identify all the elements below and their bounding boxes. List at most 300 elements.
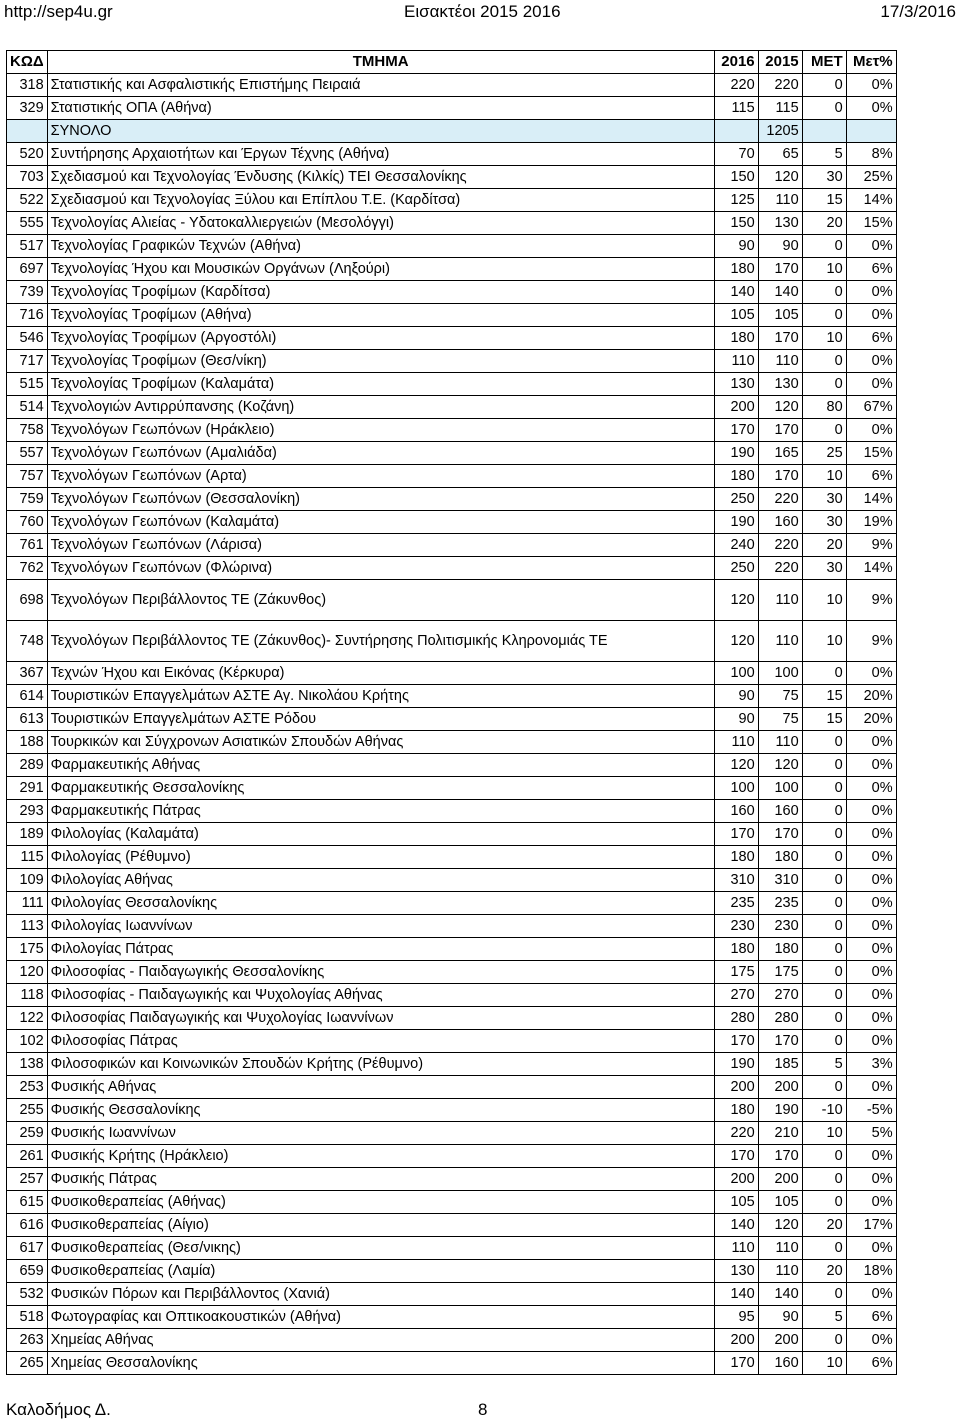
cell-2016: 140 <box>714 1214 758 1237</box>
cell-code: 757 <box>7 465 48 488</box>
table-row <box>7 304 897 327</box>
cell-2015: 110 <box>758 1237 802 1260</box>
cell-diff: 15 <box>802 685 846 708</box>
cell-pct: 9% <box>846 580 896 621</box>
cell-2016: 110 <box>714 350 758 373</box>
cell-diff: 0 <box>802 731 846 754</box>
cell-diff: 0 <box>802 1168 846 1191</box>
cell-diff: 0 <box>802 281 846 304</box>
cell-dept: Τεχνολογίας Αλιείας - Υδατοκαλλιεργειών (Μεσολόγγι) <box>47 212 714 235</box>
cell-diff: 10 <box>802 1352 846 1375</box>
cell-2016: 310 <box>714 869 758 892</box>
table-row <box>7 869 897 892</box>
col-code-header: ΚΩΔ <box>7 51 48 74</box>
cell-2015: 220 <box>758 488 802 511</box>
cell-2015: 160 <box>758 511 802 534</box>
cell-dept: Φαρμακευτικής Θεσσαλονίκης <box>47 777 714 800</box>
page-number: 8 <box>478 1400 488 1419</box>
cell-2015: 105 <box>758 1191 802 1214</box>
table-row <box>7 212 897 235</box>
cell-pct: 6% <box>846 465 896 488</box>
cell-2016: 190 <box>714 511 758 534</box>
cell-diff: 0 <box>802 777 846 800</box>
cell-code: 189 <box>7 823 48 846</box>
table-row <box>7 74 897 97</box>
cell-dept: Φυσικών Πόρων και Περιβάλλοντος (Χανιά) <box>47 1283 714 1306</box>
cell-dept: Τεχνολόγων Γεωπόνων (Θεσσαλονίκη) <box>47 488 714 511</box>
cell-dept: Φυσικοθεραπείας (Αίγιο) <box>47 1214 714 1237</box>
cell-2015: 160 <box>758 1352 802 1375</box>
cell-2015: 170 <box>758 1145 802 1168</box>
cell-2016: 180 <box>714 938 758 961</box>
cell-dept: Φιλοσοφίας - Παιδαγωγικής και Ψυχολογίας Αθήνας <box>47 984 714 1007</box>
cell-pct: 0% <box>846 350 896 373</box>
cell-dept: Φυσικοθεραπείας (Λαμία) <box>47 1260 714 1283</box>
cell-dept: Φιλολογίας (Ρέθυμνο) <box>47 846 714 869</box>
cell-2016: 235 <box>714 892 758 915</box>
cell-dept: Φυσικής Πάτρας <box>47 1168 714 1191</box>
table-row <box>7 258 897 281</box>
cell-2015: 130 <box>758 212 802 235</box>
cell-2016: 100 <box>714 777 758 800</box>
cell-code: 703 <box>7 166 48 189</box>
cell-code: 522 <box>7 189 48 212</box>
table-row <box>7 557 897 580</box>
cell-2016: 150 <box>714 166 758 189</box>
cell-diff: 10 <box>802 258 846 281</box>
cell-2016: 90 <box>714 235 758 258</box>
cell-dept: Τεχνολογίας Τροφίμων (Καρδίτσα) <box>47 281 714 304</box>
table-row <box>7 961 897 984</box>
table-row <box>7 777 897 800</box>
cell-2016: 105 <box>714 1191 758 1214</box>
cell-2015: 170 <box>758 1030 802 1053</box>
table-row <box>7 327 897 350</box>
cell-pct: 0% <box>846 892 896 915</box>
cell-pct: 0% <box>846 846 896 869</box>
table-row <box>7 621 897 662</box>
cell-code: 263 <box>7 1329 48 1352</box>
cell-2015: 110 <box>758 1260 802 1283</box>
col-2015-header: 2015 <box>758 51 802 74</box>
cell-dept: Τεχνών Ήχου και Εικόνας (Κέρκυρα) <box>47 662 714 685</box>
cell-dept: Τεχνολόγων Περιβάλλοντος ΤΕ (Ζάκυνθος) <box>47 580 714 621</box>
total-row <box>7 120 897 143</box>
cell-2016: 170 <box>714 823 758 846</box>
cell-2015: 180 <box>758 846 802 869</box>
cell-2016: 190 <box>714 442 758 465</box>
cell-2015: 160 <box>758 800 802 823</box>
cell-code: 617 <box>7 1237 48 1260</box>
cell-code: 748 <box>7 621 48 662</box>
cell-2016: 110 <box>714 1237 758 1260</box>
cell-2015: 75 <box>758 708 802 731</box>
cell-pct: 20% <box>846 708 896 731</box>
cell-dept: ΣΥΝΟΛΟ <box>47 120 714 143</box>
cell-code: 697 <box>7 258 48 281</box>
cell-diff: 0 <box>802 350 846 373</box>
cell-code: 113 <box>7 915 48 938</box>
cell-dept: Τεχνολόγων Περιβάλλοντος ΤΕ (Ζάκυνθος)- Συντήρησης Πολιτισμικής Κληρονομιάς ΤΕ <box>47 621 714 662</box>
cell-diff: 30 <box>802 166 846 189</box>
cell-2015: 120 <box>758 166 802 189</box>
cell-2016: 220 <box>714 1122 758 1145</box>
cell-diff: 0 <box>802 1237 846 1260</box>
cell-dept: Φιλολογίας Πάτρας <box>47 938 714 961</box>
cell-dept: Φιλολογίας Ιωαννίνων <box>47 915 714 938</box>
cell-2016: 200 <box>714 1168 758 1191</box>
cell-2015: 75 <box>758 685 802 708</box>
cell-dept: Τεχνολογίας Γραφικών Τεχνών (Αθήνα) <box>47 235 714 258</box>
cell-dept: Στατιστικής ΟΠΑ (Αθήνα) <box>47 97 714 120</box>
cell-2016: 100 <box>714 662 758 685</box>
cell-diff: 0 <box>802 938 846 961</box>
cell-pct: 5% <box>846 1122 896 1145</box>
cell-pct: 0% <box>846 97 896 120</box>
cell-dept: Τουριστικών Επαγγελμάτων ΑΣΤΕ Αγ. Νικολάου Κρήτης <box>47 685 714 708</box>
cell-dept: Φυσικοθεραπείας (Θεσ/νικης) <box>47 1237 714 1260</box>
cell-code: 518 <box>7 1306 48 1329</box>
cell-2016: 125 <box>714 189 758 212</box>
cell-diff: 10 <box>802 465 846 488</box>
cell-2015: 90 <box>758 235 802 258</box>
cell-2015: 175 <box>758 961 802 984</box>
cell-diff: 10 <box>802 327 846 350</box>
cell-2016: 250 <box>714 557 758 580</box>
cell-pct: 0% <box>846 1191 896 1214</box>
cell-dept: Φιλολογίας Αθήνας <box>47 869 714 892</box>
cell-diff: 0 <box>802 754 846 777</box>
cell-dept: Τεχνολογιών Αντιρρύπανσης (Κοζάνη) <box>47 396 714 419</box>
cell-pct: 15% <box>846 442 896 465</box>
cell-2015: 220 <box>758 557 802 580</box>
cell-diff: 10 <box>802 621 846 662</box>
cell-2015: 120 <box>758 754 802 777</box>
cell-2015: 110 <box>758 731 802 754</box>
cell-pct: 6% <box>846 258 896 281</box>
table-row <box>7 892 897 915</box>
cell-pct: 25% <box>846 166 896 189</box>
cell-diff: 0 <box>802 1030 846 1053</box>
cell-2016: 160 <box>714 800 758 823</box>
cell-code: 120 <box>7 961 48 984</box>
cell-pct: 15% <box>846 212 896 235</box>
cell-2015: 130 <box>758 373 802 396</box>
table-row <box>7 97 897 120</box>
cell-2015: 200 <box>758 1329 802 1352</box>
cell-pct: 0% <box>846 662 896 685</box>
cell-diff: -10 <box>802 1099 846 1122</box>
table-row <box>7 1306 897 1329</box>
table-row <box>7 1076 897 1099</box>
table-row <box>7 823 897 846</box>
cell-pct: 0% <box>846 235 896 258</box>
cell-diff: 0 <box>802 984 846 1007</box>
cell-2016: 130 <box>714 1260 758 1283</box>
cell-code: 175 <box>7 938 48 961</box>
cell-2016: 220 <box>714 74 758 97</box>
table-row <box>7 800 897 823</box>
table-row <box>7 1191 897 1214</box>
cell-diff: 30 <box>802 488 846 511</box>
cell-pct: 6% <box>846 1352 896 1375</box>
cell-pct: 0% <box>846 1283 896 1306</box>
table-row <box>7 846 897 869</box>
table-row <box>7 754 897 777</box>
table-row <box>7 938 897 961</box>
cell-2016: 170 <box>714 1030 758 1053</box>
cell-pct: 0% <box>846 823 896 846</box>
table-row <box>7 915 897 938</box>
site-url: http://sep4u.gr <box>4 2 113 21</box>
cell-code: 109 <box>7 869 48 892</box>
cell-2015: 270 <box>758 984 802 1007</box>
cell-dept: Στατιστικής και Ασφαλιστικής Επιστήμης Πειραιά <box>47 74 714 97</box>
cell-2015: 230 <box>758 915 802 938</box>
col-diff-header: ΜΕΤ <box>802 51 846 74</box>
cell-dept: Φαρμακευτικής Πάτρας <box>47 800 714 823</box>
cell-diff: 20 <box>802 212 846 235</box>
cell-2015: 185 <box>758 1053 802 1076</box>
cell-dept: Φιλοσοφίας - Παιδαγωγικής Θεσσαλονίκης <box>47 961 714 984</box>
cell-2016: 280 <box>714 1007 758 1030</box>
cell-diff: 10 <box>802 580 846 621</box>
cell-pct: 0% <box>846 1145 896 1168</box>
cell-2015: 190 <box>758 1099 802 1122</box>
cell-diff: 20 <box>802 1260 846 1283</box>
cell-dept: Τουρκικών και Σύγχρονων Ασιατικών Σπουδών Αθήνας <box>47 731 714 754</box>
cell-code: 557 <box>7 442 48 465</box>
cell-2015: 310 <box>758 869 802 892</box>
cell-dept: Χημείας Θεσσαλονίκης <box>47 1352 714 1375</box>
cell-code: 514 <box>7 396 48 419</box>
cell-2016: 140 <box>714 1283 758 1306</box>
cell-diff: 0 <box>802 1007 846 1030</box>
table-row <box>7 662 897 685</box>
cell-dept: Τεχνολόγων Γεωπόνων (Καλαμάτα) <box>47 511 714 534</box>
cell-code: 716 <box>7 304 48 327</box>
table-row <box>7 1352 897 1375</box>
cell-pct: 3% <box>846 1053 896 1076</box>
cell-code: 265 <box>7 1352 48 1375</box>
table-row <box>7 396 897 419</box>
cell-code: 758 <box>7 419 48 442</box>
table-row <box>7 1122 897 1145</box>
cell-2015: 110 <box>758 189 802 212</box>
cell-pct: 18% <box>846 1260 896 1283</box>
cell-pct: 17% <box>846 1214 896 1237</box>
cell-2016: 180 <box>714 258 758 281</box>
cell-code: 614 <box>7 685 48 708</box>
cell-code: 367 <box>7 662 48 685</box>
cell-pct: 0% <box>846 1168 896 1191</box>
cell-dept: Τεχνολογίας Τροφίμων (Αργοστόλι) <box>47 327 714 350</box>
cell-2015: 235 <box>758 892 802 915</box>
cell-2016: 200 <box>714 1076 758 1099</box>
cell-2015: 140 <box>758 281 802 304</box>
cell-2016: 120 <box>714 754 758 777</box>
cell-2016: 170 <box>714 1352 758 1375</box>
table-header-row <box>7 51 897 74</box>
cell-diff: 15 <box>802 708 846 731</box>
cell-2016: 180 <box>714 465 758 488</box>
cell-dept: Τεχνολόγων Γεωπόνων (Φλώρινα) <box>47 557 714 580</box>
cell-dept: Φυσικής Ιωαννίνων <box>47 1122 714 1145</box>
cell-dept: Τεχνολογίας Ήχου και Μουσικών Οργάνων (Ληξούρι) <box>47 258 714 281</box>
cell-diff: 0 <box>802 97 846 120</box>
cell-diff: 5 <box>802 143 846 166</box>
cell-code: 318 <box>7 74 48 97</box>
cell-2016 <box>714 120 758 143</box>
cell-diff: 15 <box>802 189 846 212</box>
cell-dept: Τεχνολόγων Γεωπόνων (Λάρισα) <box>47 534 714 557</box>
document-title: Εισακτέοι 2015 2016 <box>404 2 561 21</box>
cell-2015: 100 <box>758 662 802 685</box>
cell-diff: 0 <box>802 823 846 846</box>
table-row <box>7 511 897 534</box>
cell-diff: 0 <box>802 869 846 892</box>
cell-code: 115 <box>7 846 48 869</box>
table-row <box>7 1168 897 1191</box>
cell-2015: 110 <box>758 580 802 621</box>
cell-2015: 120 <box>758 1214 802 1237</box>
cell-2015: 170 <box>758 419 802 442</box>
cell-2015: 170 <box>758 465 802 488</box>
cell-pct: 20% <box>846 685 896 708</box>
table-row <box>7 1214 897 1237</box>
col-2016-header: 2016 <box>714 51 758 74</box>
col-pct-header: Μετ% <box>846 51 896 74</box>
cell-2016: 270 <box>714 984 758 1007</box>
table-row <box>7 1329 897 1352</box>
cell-code: 289 <box>7 754 48 777</box>
cell-code: 138 <box>7 1053 48 1076</box>
cell-diff: 0 <box>802 74 846 97</box>
table-body <box>7 74 897 1375</box>
cell-2015: 280 <box>758 1007 802 1030</box>
table-row <box>7 1145 897 1168</box>
cell-pct: 0% <box>846 74 896 97</box>
table-row <box>7 442 897 465</box>
cell-dept: Φιλοσοφικών και Κοινωνικών Σπουδών Κρήτης (Ρέθυμνο) <box>47 1053 714 1076</box>
cell-diff: 0 <box>802 419 846 442</box>
table-row <box>7 534 897 557</box>
cell-code: 761 <box>7 534 48 557</box>
cell-pct: 0% <box>846 869 896 892</box>
cell-diff: 0 <box>802 304 846 327</box>
cell-2016: 200 <box>714 396 758 419</box>
cell-2015: 180 <box>758 938 802 961</box>
cell-dept: Τεχνολόγων Γεωπόνων (Ηράκλειο) <box>47 419 714 442</box>
cell-2016: 230 <box>714 915 758 938</box>
cell-code: 698 <box>7 580 48 621</box>
cell-diff: 0 <box>802 373 846 396</box>
table-row <box>7 685 897 708</box>
cell-2015: 220 <box>758 534 802 557</box>
table-row <box>7 235 897 258</box>
cell-pct: 9% <box>846 534 896 557</box>
cell-diff: 0 <box>802 235 846 258</box>
cell-pct: 0% <box>846 1329 896 1352</box>
cell-code: 293 <box>7 800 48 823</box>
cell-2016: 180 <box>714 327 758 350</box>
cell-2015: 140 <box>758 1283 802 1306</box>
cell-pct: 0% <box>846 961 896 984</box>
cell-dept: Τεχνολογίας Τροφίμων (Αθήνα) <box>47 304 714 327</box>
table-row <box>7 143 897 166</box>
cell-diff: 0 <box>802 961 846 984</box>
cell-code: 122 <box>7 1007 48 1030</box>
cell-2016: 110 <box>714 731 758 754</box>
cell-2016: 95 <box>714 1306 758 1329</box>
cell-pct: 0% <box>846 754 896 777</box>
cell-2016: 90 <box>714 708 758 731</box>
admissions-table <box>6 50 897 1375</box>
cell-diff: 0 <box>802 846 846 869</box>
cell-code: 520 <box>7 143 48 166</box>
cell-diff: 0 <box>802 1283 846 1306</box>
cell-dept: Φυσικής Αθήνας <box>47 1076 714 1099</box>
cell-2015: 65 <box>758 143 802 166</box>
cell-pct <box>846 120 896 143</box>
cell-diff: 0 <box>802 915 846 938</box>
cell-diff: 20 <box>802 534 846 557</box>
cell-2015: 90 <box>758 1306 802 1329</box>
cell-dept: Φωτογραφίας και Οπτικοακουστικών (Αθήνα) <box>47 1306 714 1329</box>
cell-2016: 170 <box>714 1145 758 1168</box>
cell-code: 257 <box>7 1168 48 1191</box>
cell-2016: 175 <box>714 961 758 984</box>
cell-2015: 210 <box>758 1122 802 1145</box>
cell-2016: 130 <box>714 373 758 396</box>
cell-pct: 0% <box>846 1007 896 1030</box>
table-row <box>7 1283 897 1306</box>
cell-dept: Σχεδιασμού και Τεχνολογίας Ξύλου και Επίπλου Τ.Ε. (Καρδίτσα) <box>47 189 714 212</box>
cell-2015: 105 <box>758 304 802 327</box>
cell-2016: 140 <box>714 281 758 304</box>
cell-2016: 70 <box>714 143 758 166</box>
cell-diff: 5 <box>802 1053 846 1076</box>
cell-pct: 6% <box>846 327 896 350</box>
cell-pct: 0% <box>846 1030 896 1053</box>
cell-code: 739 <box>7 281 48 304</box>
cell-pct: 8% <box>846 143 896 166</box>
cell-dept: Φυσικοθεραπείας (Αθήνας) <box>47 1191 714 1214</box>
cell-diff: 0 <box>802 662 846 685</box>
cell-pct: 9% <box>846 621 896 662</box>
cell-2015: 110 <box>758 350 802 373</box>
cell-2016: 180 <box>714 1099 758 1122</box>
cell-diff <box>802 120 846 143</box>
cell-dept: Φιλοσοφίας Παιδαγωγικής και Ψυχολογίας Ιωαννίνων <box>47 1007 714 1030</box>
cell-pct: 14% <box>846 488 896 511</box>
cell-dept: Φαρμακευτικής Αθήνας <box>47 754 714 777</box>
table-row <box>7 1260 897 1283</box>
cell-dept: Φιλοσοφίας Πάτρας <box>47 1030 714 1053</box>
table-row <box>7 984 897 1007</box>
cell-diff: 5 <box>802 1306 846 1329</box>
cell-code: 616 <box>7 1214 48 1237</box>
cell-dept: Φιλολογίας Θεσσαλονίκης <box>47 892 714 915</box>
cell-pct: 0% <box>846 800 896 823</box>
cell-diff: 20 <box>802 1214 846 1237</box>
table-row <box>7 465 897 488</box>
cell-2016: 105 <box>714 304 758 327</box>
cell-code: 259 <box>7 1122 48 1145</box>
cell-pct: 0% <box>846 1237 896 1260</box>
table-row <box>7 419 897 442</box>
cell-code: 555 <box>7 212 48 235</box>
